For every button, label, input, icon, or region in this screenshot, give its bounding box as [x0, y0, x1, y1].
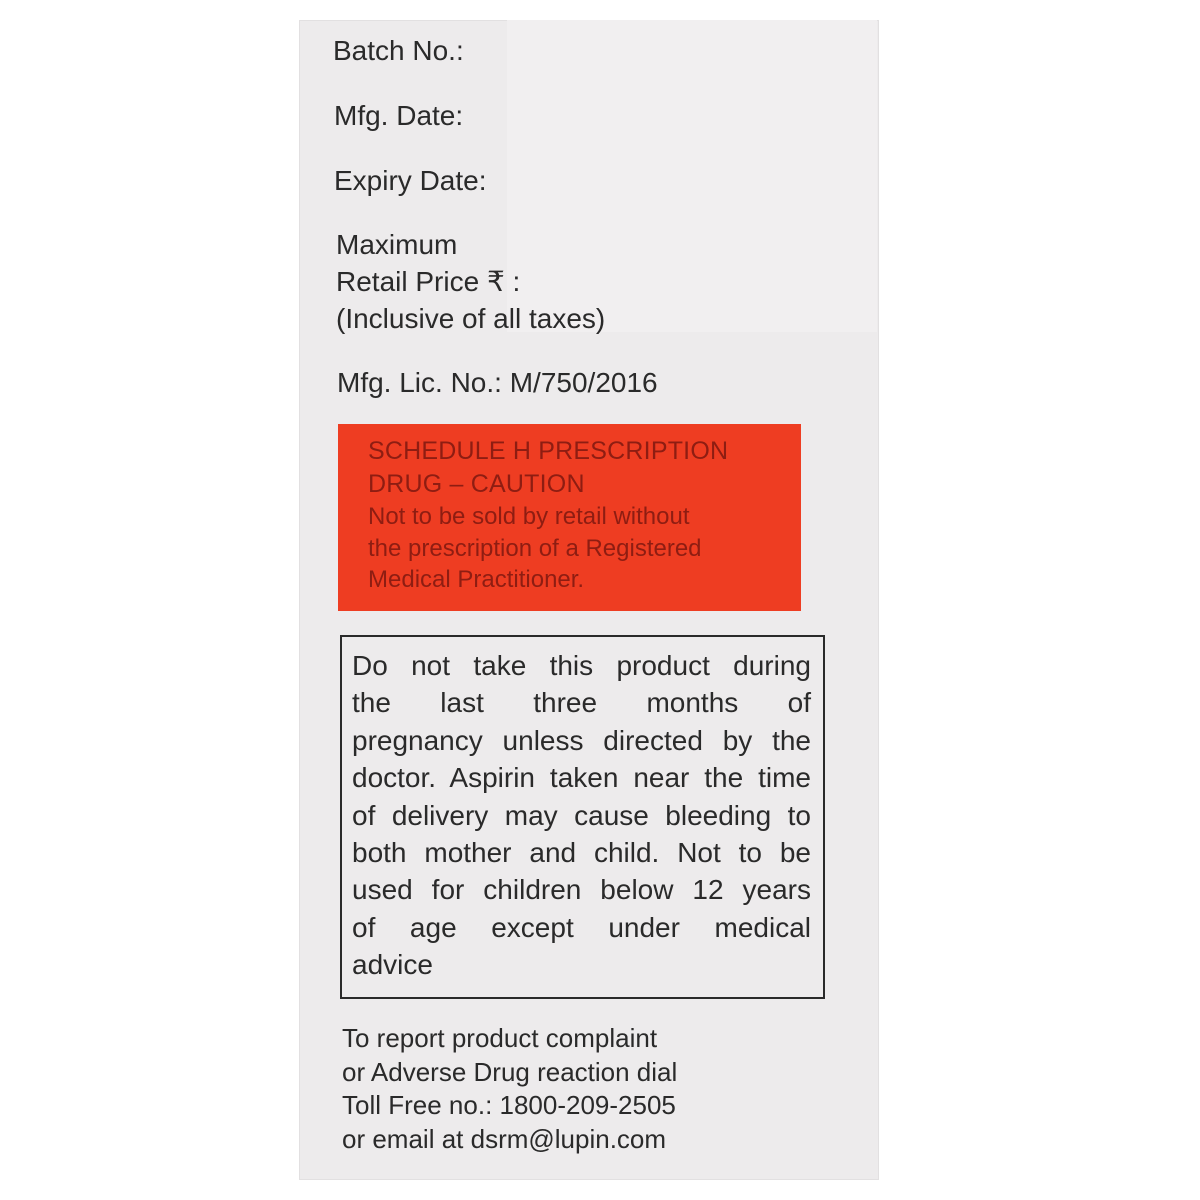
caution-heading	[368, 435, 801, 501]
caution-heading-line: DRUG – CAUTION	[368, 470, 585, 498]
caution-body-line: Not to be sold by retail without	[368, 503, 690, 530]
mfg-date-label: Mfg. Date:	[334, 100, 464, 131]
warning-line: the last three months of	[352, 687, 811, 719]
expiry-date-label: Expiry Date:	[334, 165, 487, 196]
caution-body-line: the prescription of a Registered	[368, 534, 702, 562]
toll-free-number: Toll Free no.: 1800-209-2505	[342, 1090, 676, 1120]
warning-line: advice	[352, 949, 433, 981]
warning-line: both mother and child. Not to be	[352, 837, 811, 869]
report-line: or Adverse Drug reaction dial	[342, 1056, 678, 1087]
batch-no-label: Batch No.:	[333, 35, 464, 66]
pregnancy-warning-box	[340, 635, 825, 999]
mrp-line: Maximum	[336, 229, 458, 260]
warning-line: of delivery may cause bleeding to	[352, 799, 811, 831]
mrp-label	[336, 226, 605, 337]
adverse-reaction-contact	[342, 1022, 677, 1156]
warning-line: doctor. Aspirin taken near the time	[352, 762, 811, 794]
mrp-line: Retail Price ₹ :	[336, 266, 521, 297]
mrp-line: (Inclusive of all taxes)	[336, 303, 606, 334]
warning-line: Do not take this product during	[352, 650, 811, 681]
caution-body-line: Medical Practitioner.	[368, 566, 585, 593]
report-line: To report product complaint	[342, 1023, 658, 1053]
warning-line: used for children below 12 years	[352, 874, 811, 906]
warning-line: pregnancy unless directed by the	[352, 724, 811, 756]
caution-body	[368, 501, 801, 596]
warning-line: of age except under medical	[352, 911, 811, 943]
caution-heading-line: SCHEDULE H PRESCRIPTION	[368, 437, 729, 465]
contact-email: or email at dsrm@lupin.com	[342, 1123, 667, 1154]
mfg-license-number: Mfg. Lic. No.: M/750/2016	[337, 367, 658, 398]
schedule-h-caution-box	[338, 424, 801, 611]
